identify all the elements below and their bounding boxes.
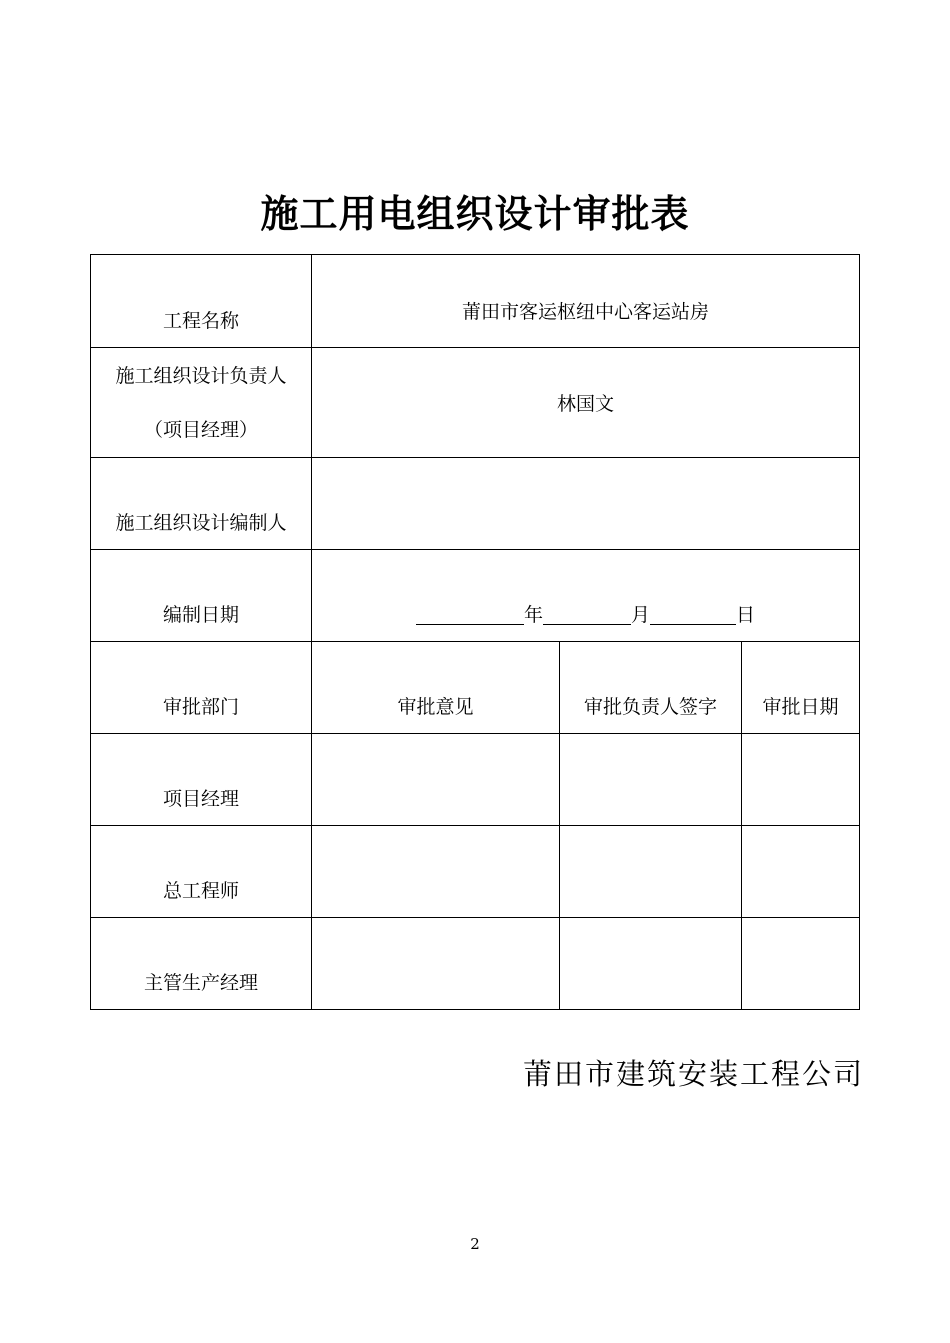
designer-lead-label-line1: 施工组织设计负责人 bbox=[115, 364, 287, 387]
project-name-label: 工程名称 bbox=[91, 255, 312, 348]
dept-production-manager: 主管生产经理 bbox=[91, 918, 312, 1010]
signature-cell bbox=[560, 918, 742, 1010]
date-value bbox=[312, 550, 860, 642]
signature-cell bbox=[560, 734, 742, 826]
company-name: 莆田市建筑安装工程公司 bbox=[523, 1057, 865, 1091]
row-project-name bbox=[91, 255, 860, 348]
approval-date-cell bbox=[742, 918, 860, 1010]
designer-lead-label bbox=[91, 348, 312, 458]
header-signature: 审批负责人签字 bbox=[560, 642, 742, 734]
signature-cell bbox=[560, 826, 742, 918]
header-dept: 审批部门 bbox=[91, 642, 312, 734]
row-compiler bbox=[91, 458, 860, 550]
project-name-value: 莆田市客运枢纽中心客运站房 bbox=[312, 255, 860, 348]
opinion-cell bbox=[312, 826, 560, 918]
row-designer-lead bbox=[91, 348, 860, 458]
compiler-value bbox=[312, 458, 860, 550]
row-approval-header bbox=[91, 642, 860, 734]
opinion-cell bbox=[312, 918, 560, 1010]
table-row bbox=[91, 918, 860, 1010]
dept-chief-engineer: 总工程师 bbox=[91, 826, 312, 918]
dept-project-manager: 项目经理 bbox=[91, 734, 312, 826]
day-blank bbox=[650, 604, 736, 625]
table-row bbox=[91, 734, 860, 826]
opinion-cell bbox=[312, 734, 560, 826]
approval-date-cell bbox=[742, 826, 860, 918]
compiler-label: 施工组织设计编制人 bbox=[91, 458, 312, 550]
header-date: 审批日期 bbox=[742, 642, 860, 734]
table-row bbox=[91, 826, 860, 918]
approval-date-cell bbox=[742, 734, 860, 826]
month-char: 月 bbox=[630, 604, 650, 626]
month-blank bbox=[543, 604, 631, 625]
row-date bbox=[91, 550, 860, 642]
designer-lead-value: 林国文 bbox=[312, 348, 860, 458]
year-char: 年 bbox=[523, 604, 543, 626]
page-number: 2 bbox=[470, 1235, 480, 1253]
page-title: 施工用电组织设计审批表 bbox=[260, 192, 690, 236]
year-blank bbox=[416, 604, 524, 625]
header-opinion: 审批意见 bbox=[312, 642, 560, 734]
day-char: 日 bbox=[736, 604, 756, 626]
date-label: 编制日期 bbox=[91, 550, 312, 642]
designer-lead-label-line2: （项目经理） bbox=[143, 418, 258, 441]
approval-form-table bbox=[90, 254, 860, 1010]
